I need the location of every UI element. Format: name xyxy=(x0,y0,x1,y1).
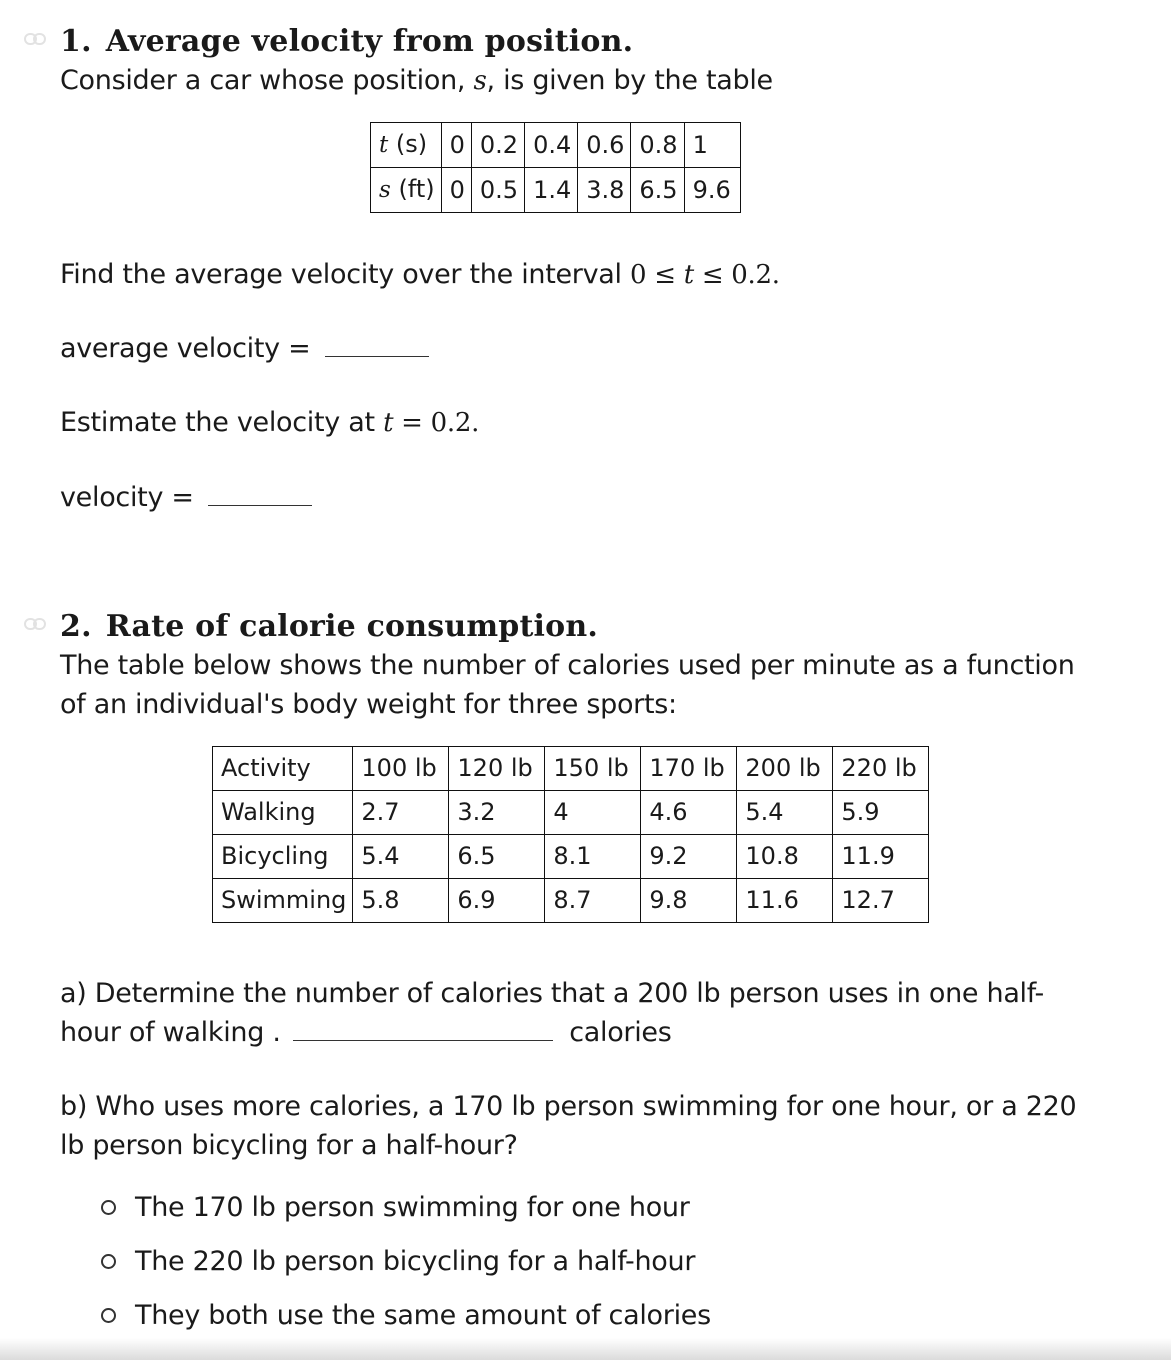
column-header: 150 lb xyxy=(545,747,641,791)
column-header: 100 lb xyxy=(353,747,449,791)
table-cell: 0.2 xyxy=(471,123,524,168)
row-label: Swimming xyxy=(213,879,353,923)
table-cell: 0 xyxy=(441,123,471,168)
problem-2 xyxy=(60,609,1111,724)
part-b-line2: lb person bicycling for a half-hour? xyxy=(60,1130,518,1161)
position-table xyxy=(370,122,741,213)
calorie-table xyxy=(212,746,929,923)
table-cell: 3.8 xyxy=(578,168,631,213)
option-same[interactable]: They both use the same amount of calories xyxy=(60,1288,711,1342)
radio-button[interactable] xyxy=(101,1308,116,1323)
table-cell: 10.8 xyxy=(737,835,833,879)
part-a-line2: hour of walking . calories xyxy=(60,1017,672,1048)
table-row xyxy=(213,879,929,923)
table-cell: 12.7 xyxy=(833,879,929,923)
table-cell: 9.2 xyxy=(641,835,737,879)
problem-2-intro-line2: of an individual's body weight for three sports: xyxy=(60,689,677,720)
question-average-velocity: Find the average velocity over the interval 0 ≤ t ≤ 0.2. xyxy=(60,259,780,290)
problem-1-intro: Consider a car whose position, s, is given by the table xyxy=(60,65,773,96)
table-cell: 0 xyxy=(441,168,471,213)
option-swimming[interactable]: The 170 lb person swimming for one hour xyxy=(60,1180,711,1234)
answer-options xyxy=(60,1180,711,1342)
row-label: Walking xyxy=(213,791,353,835)
average-velocity-input[interactable] xyxy=(325,336,429,357)
velocity-label: velocity = xyxy=(60,482,194,513)
table-row xyxy=(371,123,741,168)
velocity-input[interactable] xyxy=(208,485,312,506)
s-header-cell: s (ft) xyxy=(371,168,442,213)
table-row xyxy=(371,168,741,213)
column-header: 220 lb xyxy=(833,747,929,791)
t-header-cell: t (s) xyxy=(371,123,442,168)
column-header: 120 lb xyxy=(449,747,545,791)
column-header: 170 lb xyxy=(641,747,737,791)
part-b xyxy=(60,1087,1120,1165)
table-cell: 5.9 xyxy=(833,791,929,835)
table-row xyxy=(213,835,929,879)
part-a xyxy=(60,974,1120,1052)
table-header-row xyxy=(213,747,929,791)
table-cell: 11.6 xyxy=(737,879,833,923)
table-row xyxy=(213,791,929,835)
table-cell: 4 xyxy=(545,791,641,835)
table-cell: 6.5 xyxy=(631,168,684,213)
table-cell: 0.6 xyxy=(578,123,631,168)
table-cell: 9.8 xyxy=(641,879,737,923)
column-header: Activity xyxy=(213,747,353,791)
problem-1-title: 1. Average velocity from position. xyxy=(60,24,634,59)
table-cell: 1 xyxy=(684,123,740,168)
problem-2-title: 2. Rate of calorie consumption. xyxy=(60,609,598,644)
table-cell: 1.4 xyxy=(525,168,578,213)
table-cell: 8.7 xyxy=(545,879,641,923)
problem-2-intro-line1: The table below shows the number of calories used per minute as a function xyxy=(60,650,1075,681)
table-cell: 5.4 xyxy=(737,791,833,835)
radio-button[interactable] xyxy=(101,1254,116,1269)
velocity-row xyxy=(60,478,312,517)
table-cell: 2.7 xyxy=(353,791,449,835)
column-header: 200 lb xyxy=(737,747,833,791)
average-velocity-label: average velocity = xyxy=(60,333,311,364)
row-label: Bicycling xyxy=(213,835,353,879)
calories-input[interactable] xyxy=(293,1020,553,1041)
option-bicycling[interactable]: The 220 lb person bicycling for a half-hour xyxy=(60,1234,711,1288)
table-cell: 0.4 xyxy=(525,123,578,168)
table-cell: 9.6 xyxy=(684,168,740,213)
table-cell: 0.5 xyxy=(471,168,524,213)
table-cell: 6.5 xyxy=(449,835,545,879)
table-cell: 5.4 xyxy=(353,835,449,879)
table-cell: 3.2 xyxy=(449,791,545,835)
table-cell: 0.8 xyxy=(631,123,684,168)
table-cell: 6.9 xyxy=(449,879,545,923)
link-icon[interactable] xyxy=(24,617,46,631)
table-cell: 11.9 xyxy=(833,835,929,879)
calories-unit: calories xyxy=(569,1017,672,1048)
part-a-line1: a) Determine the number of calories that a 200 lb person uses in one half- xyxy=(60,978,1044,1009)
bottom-shadow xyxy=(0,1338,1171,1360)
link-icon[interactable] xyxy=(24,32,46,46)
question-estimate-velocity: Estimate the velocity at t = 0.2. xyxy=(60,407,480,438)
problem-1 xyxy=(60,24,1111,101)
table-cell: 8.1 xyxy=(545,835,641,879)
radio-button[interactable] xyxy=(101,1200,116,1215)
part-b-line1: b) Who uses more calories, a 170 lb person swimming for one hour, or a 220 xyxy=(60,1091,1077,1122)
table-cell: 4.6 xyxy=(641,791,737,835)
table-cell: 5.8 xyxy=(353,879,449,923)
average-velocity-row xyxy=(60,329,429,368)
